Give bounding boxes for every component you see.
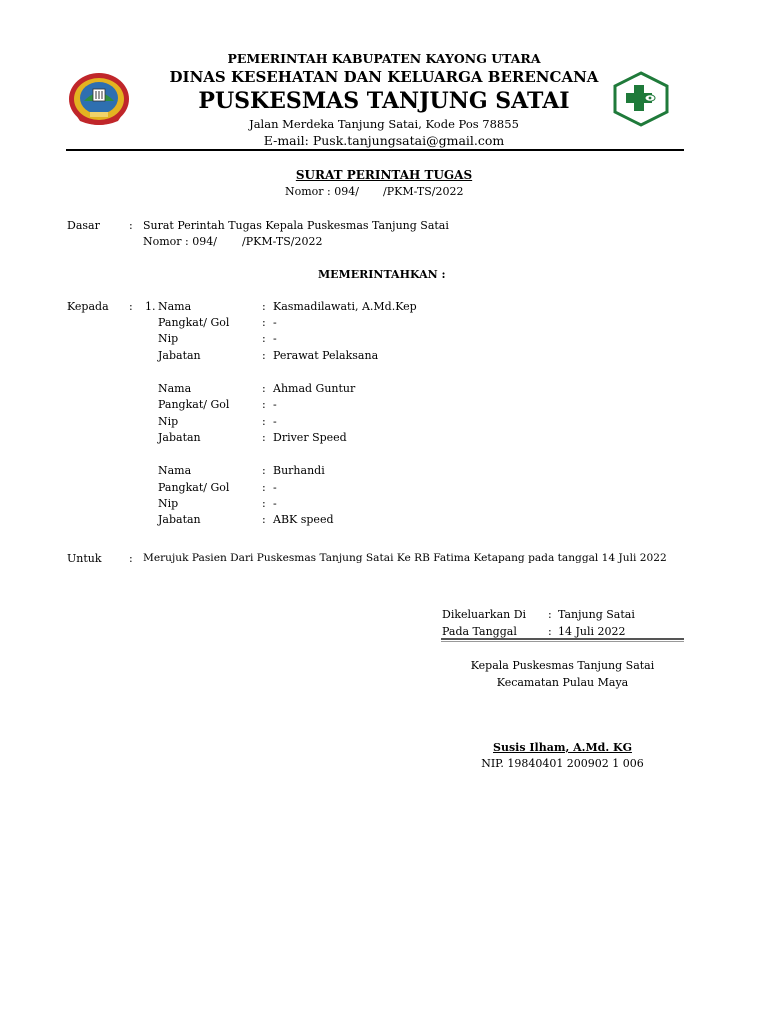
header-puskesmas: PUSKESMAS TANJUNG SATAI [198,88,570,114]
header-email: E-mail: Pusk.tanjungsatai@gmail.com [263,133,505,148]
person-field-value: - [273,316,277,329]
person-field-colon: : [262,398,266,411]
kepada-colon: : [129,300,133,313]
person-field-value: - [273,398,277,411]
dasar-text: Surat Perintah Tugas Kepala Puskesmas Tanjung Satai [143,219,449,232]
issued-divider [441,638,684,640]
kepada-label: Kepada [67,300,109,313]
signatory-nip: NIP. 19840401 200902 1 006 [481,757,644,770]
person-field-colon: : [262,415,266,428]
person-field-value: Perawat Pelaksana [273,349,379,362]
person-field-value: Kasmadilawati, A.Md.Kep [273,300,417,313]
person-field-label: Jabatan [158,431,201,444]
person-field-colon: : [262,382,266,395]
person-field-colon: : [262,497,266,510]
person-field-value: - [273,481,277,494]
person-field-value: Burhandi [273,464,325,477]
person-field-colon: : [262,316,266,329]
person-field-label: Nip [158,415,179,428]
untuk-text: Merujuk Pasien Dari Puskesmas Tanjung Satai Ke RB Fatima Ketapang pada tanggal 14 Juli 2022 [143,552,667,564]
kepada-number: 1. [145,300,156,313]
issued-divider-shadow [441,641,684,642]
letter-title: SURAT PERINTAH TUGAS [295,168,473,182]
untuk-label: Untuk [67,552,102,565]
issued-date-label: Pada Tanggal [442,625,517,638]
letter-number-suffix: /PKM-TS/2022 [383,185,464,198]
person-field-value: Driver Speed [273,431,347,444]
person-field-label: Nama [158,464,192,477]
header-address: Jalan Merdeka Tanjung Satai, Kode Pos 78855 [249,117,519,131]
memerintahkan-heading: MEMERINTAHKAN : [318,268,446,281]
person-field-value: - [273,332,277,345]
issued-date-colon: : [548,625,552,638]
signatory-title: Kepala Puskesmas Tanjung Satai [470,659,655,672]
person-field-value: ABK speed [273,513,334,526]
person-field-colon: : [262,300,266,313]
person-field-label: Jabatan [158,513,201,526]
person-field-colon: : [262,464,266,477]
header-government: PEMERINTAH KABUPATEN KAYONG UTARA [227,51,541,66]
person-field-label: Nip [158,332,179,345]
person-field-label: Nama [158,382,192,395]
person-field-value: - [273,415,277,428]
person-field-colon: : [262,431,266,444]
letter-number-label: Nomor : 094/ [285,185,359,198]
signatory-district: Kecamatan Pulau Maya [496,676,629,689]
person-field-label: Pangkat/ Gol [158,481,230,494]
signatory-name: Susis Ilham, A.Md. KG [493,741,632,754]
person-field-value: - [273,497,277,510]
person-field-colon: : [262,349,266,362]
person-field-label: Jabatan [158,349,201,362]
dasar-number-suffix: /PKM-TS/2022 [242,235,323,248]
person-field-colon: : [262,513,266,526]
dasar-label: Dasar [67,219,100,232]
person-field-label: Pangkat/ Gol [158,398,230,411]
person-field-label: Nama [158,300,192,313]
issued-place-value: Tanjung Satai [558,608,635,621]
person-field-colon: : [262,332,266,345]
person-field-colon: : [262,481,266,494]
person-field-label: Nip [158,497,179,510]
header-agency: DINAS KESEHATAN DAN KELUARGA BERENCANA [169,68,599,86]
untuk-colon: : [129,552,133,565]
letterhead-divider [66,149,684,151]
person-field-label: Pangkat/ Gol [158,316,230,329]
issued-place-label: Dikeluarkan Di [442,608,527,621]
issued-date-value: 14 Juli 2022 [558,625,626,638]
dasar-number-label: Nomor : 094/ [143,235,217,248]
dasar-colon: : [129,219,133,232]
issued-place-colon: : [548,608,552,621]
person-field-value: Ahmad Guntur [273,382,356,395]
